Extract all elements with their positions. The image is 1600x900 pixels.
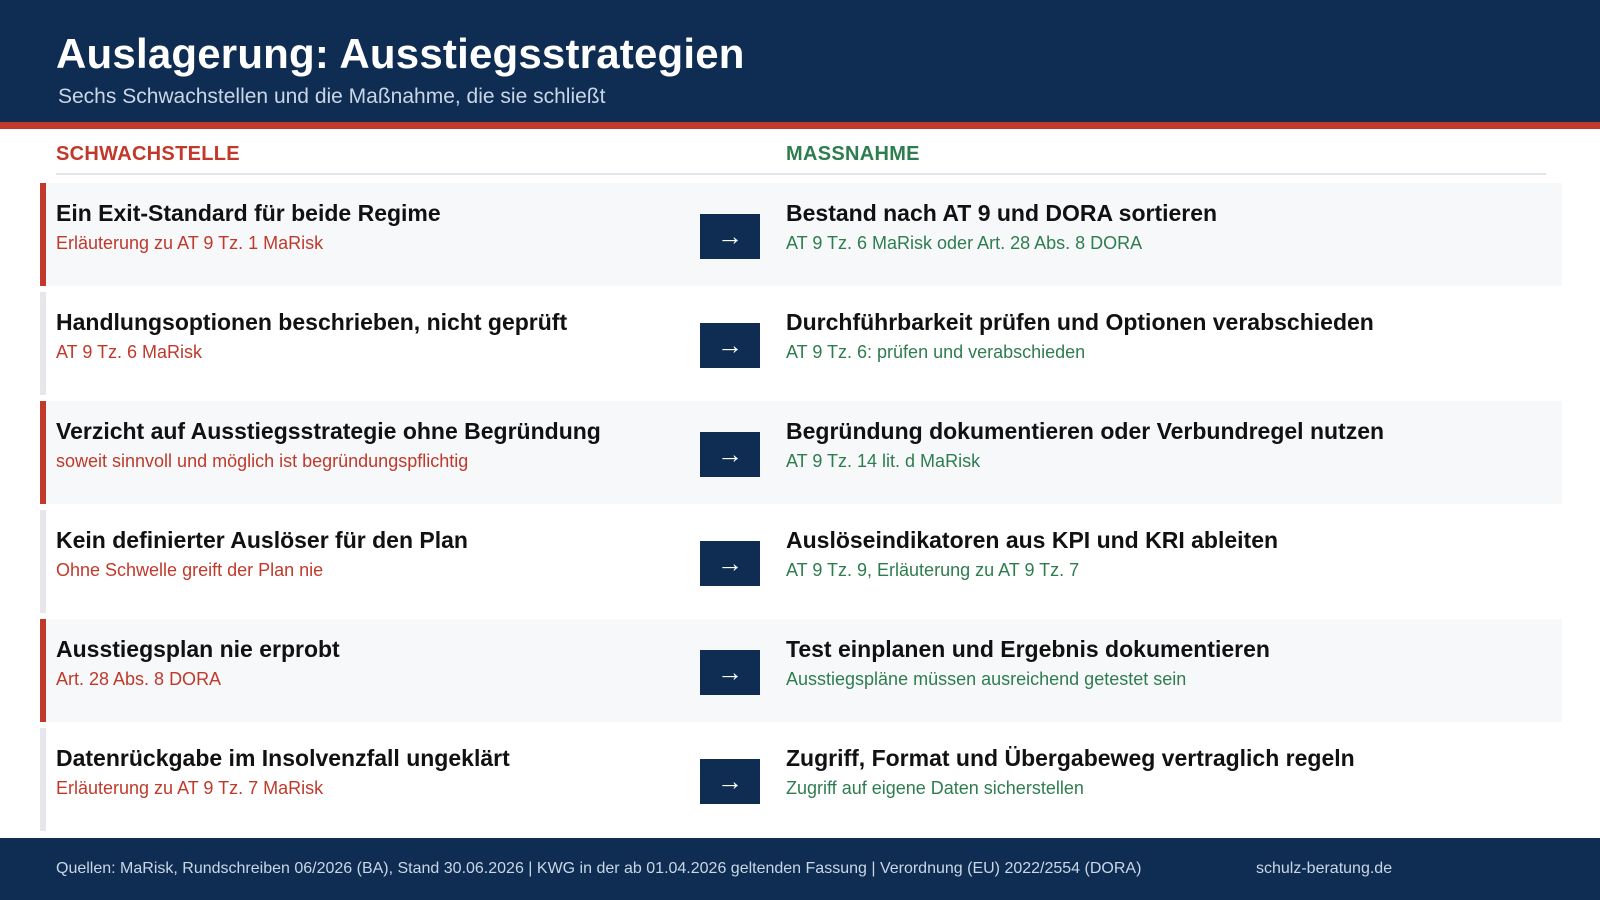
right-arrow-icon: → <box>700 214 760 259</box>
weakness-title: Datenrückgabe im Insolvenzfall ungeklärt <box>56 745 510 771</box>
measure-reference: AT 9 Tz. 6: prüfen und verabschieden <box>786 342 1086 362</box>
right-arrow-icon: → <box>700 759 760 804</box>
measure-title: Auslöseindikatoren aus KPI und KRI ableiten <box>786 527 1279 553</box>
right-arrow-icon: → <box>700 541 760 586</box>
measure-title: Bestand nach AT 9 und DORA sortieren <box>786 200 1218 226</box>
table-row <box>40 183 1562 286</box>
weakness-reference: soweit sinnvoll und möglich ist begründungspflichtig <box>56 451 469 471</box>
header-rule <box>56 173 1546 175</box>
measure-reference: AT 9 Tz. 9, Erläuterung zu AT 9 Tz. 7 <box>786 560 1080 580</box>
table-row <box>40 728 1562 831</box>
measure-title: Zugriff, Format und Übergabeweg vertraglich regeln <box>786 745 1355 771</box>
table-row <box>40 292 1562 395</box>
weakness-title: Ein Exit-Standard für beide Regime <box>56 200 441 226</box>
measure-title: Begründung dokumentieren oder Verbundregel nutzen <box>786 418 1385 444</box>
footer-website: schulz-beratung.de <box>1256 860 1393 877</box>
header-banner <box>0 0 1600 122</box>
weakness-title: Kein definierter Auslöser für den Plan <box>56 527 468 553</box>
footer-sources: Quellen: MaRisk, Rundschreiben 06/2026 (BA), Stand 30.06.2026 | KWG in der ab 01.04.2026 geltenden Fassung | Verordnung (EU) 2022/2554 (DORA) <box>56 860 1142 877</box>
measure-title: Test einplanen und Ergebnis dokumentieren <box>786 636 1270 662</box>
measure-reference: AT 9 Tz. 14 lit. d MaRisk <box>786 451 981 471</box>
weakness-reference: Ohne Schwelle greift der Plan nie <box>56 560 324 580</box>
footer-bar <box>0 838 1600 900</box>
weakness-reference: AT 9 Tz. 6 MaRisk <box>56 342 203 362</box>
right-arrow-icon: → <box>700 650 760 695</box>
row-marker <box>40 183 46 286</box>
weakness-reference: Erläuterung zu AT 9 Tz. 7 MaRisk <box>56 778 324 798</box>
weakness-reference: Erläuterung zu AT 9 Tz. 1 MaRisk <box>56 233 324 253</box>
table-row <box>40 401 1562 504</box>
weakness-title: Handlungsoptionen beschrieben, nicht geprüft <box>56 309 568 335</box>
weakness-title: Verzicht auf Ausstiegsstrategie ohne Begründung <box>56 418 601 444</box>
page-subtitle: Sechs Schwachstellen und die Maßnahme, die sie schließt <box>58 85 606 108</box>
weakness-reference: Art. 28 Abs. 8 DORA <box>56 669 222 689</box>
page-title: Auslagerung: Ausstiegsstrategien <box>56 30 745 77</box>
measure-title: Durchführbarkeit prüfen und Optionen verabschieden <box>786 309 1374 335</box>
weakness-title: Ausstiegsplan nie erprobt <box>56 636 340 662</box>
row-marker <box>40 401 46 504</box>
measure-reference: AT 9 Tz. 6 MaRisk oder Art. 28 Abs. 8 DORA <box>786 233 1143 253</box>
right-arrow-icon: → <box>700 323 760 368</box>
right-arrow-icon: → <box>700 432 760 477</box>
column-header-measure: MASSNAHME <box>786 143 920 165</box>
row-marker <box>40 510 46 613</box>
measure-reference: Zugriff auf eigene Daten sicherstellen <box>786 778 1084 798</box>
column-header-weakness: SCHWACHSTELLE <box>56 143 240 165</box>
table-row <box>40 619 1562 722</box>
accent-divider <box>0 122 1600 129</box>
row-marker <box>40 619 46 722</box>
measure-reference: Ausstiegspläne müssen ausreichend getestet sein <box>786 669 1187 689</box>
row-marker <box>40 728 46 831</box>
row-marker <box>40 292 46 395</box>
table-row <box>40 510 1562 613</box>
